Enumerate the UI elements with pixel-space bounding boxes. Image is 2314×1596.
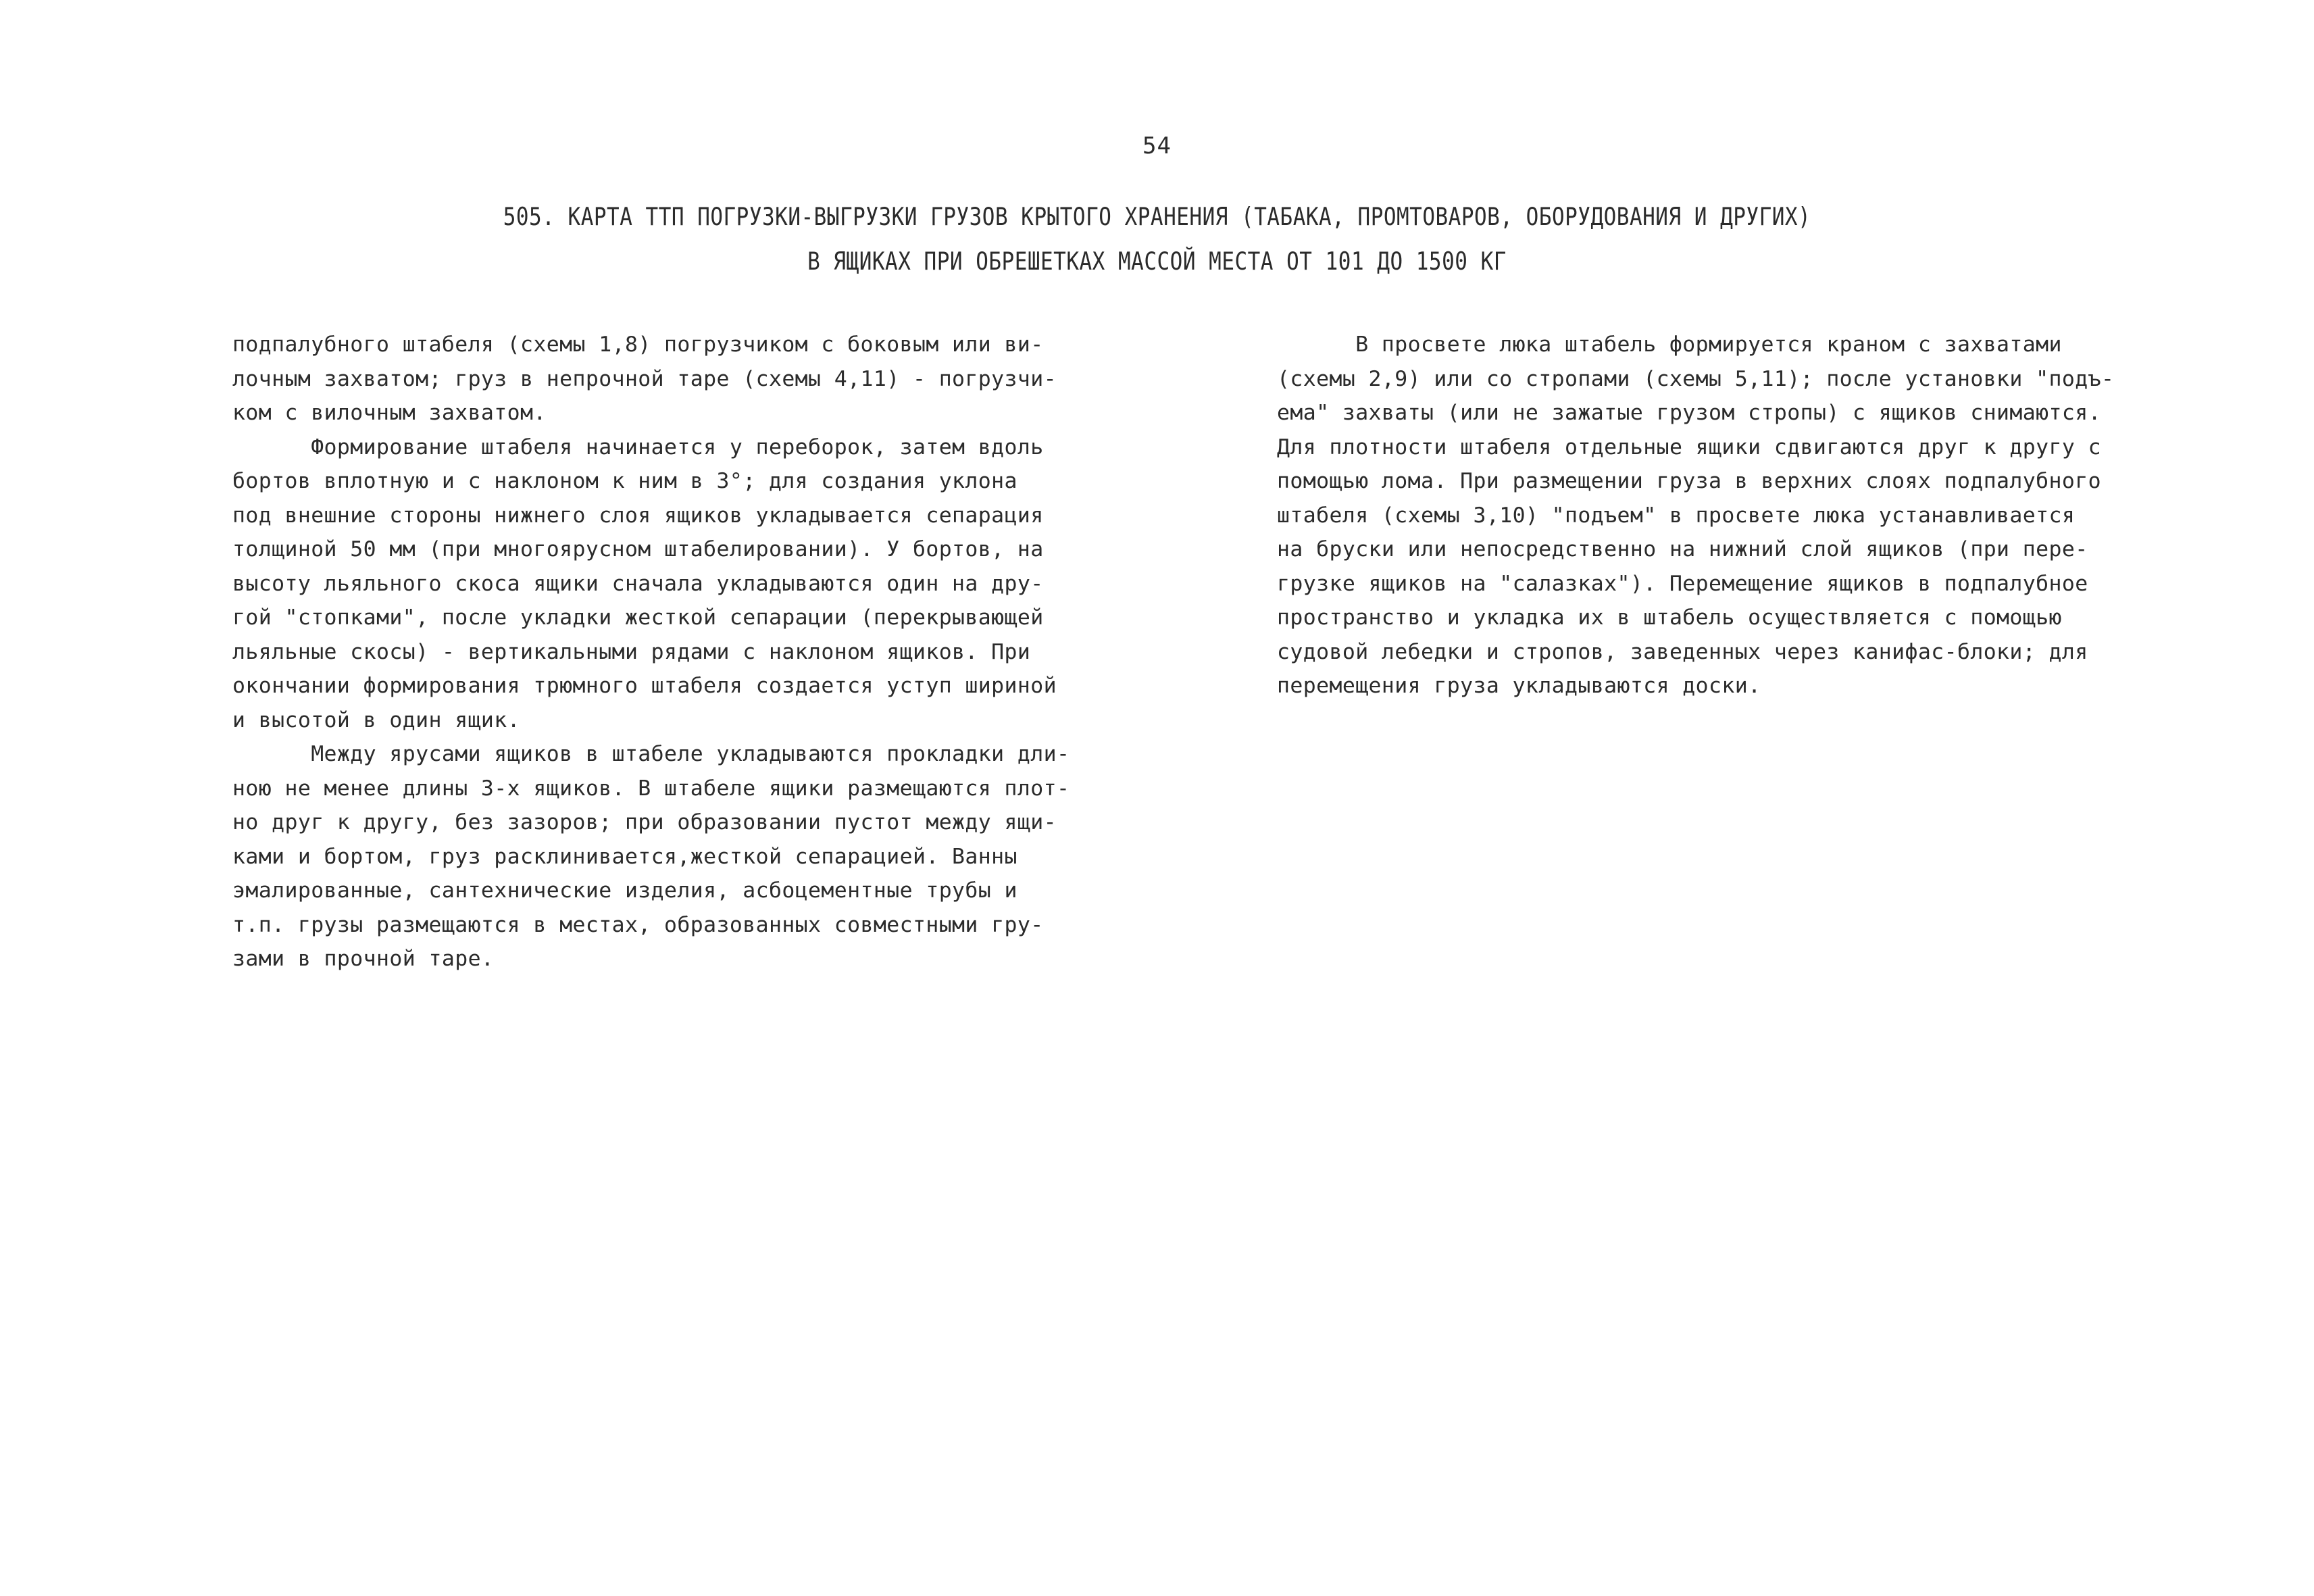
text-line: подпалубного штабеля (схемы 1,8) погрузчиком с боковым или ви- [232, 332, 1044, 357]
text-line: на бруски или непосредственно на нижний слой ящиков (при пере- [1277, 537, 2088, 562]
text-line: зами в прочной таре. [232, 947, 495, 971]
text-line: лочным захватом; груз в непрочной таре (схемы 4,11) - погрузчи- [232, 366, 1057, 391]
text-line: ками и бортом, груз расклинивается,жесткой сепарацией. Ванны [232, 844, 1017, 869]
text-line: толщиной 50 мм (при многоярусном штабелировании). У бортов, на [232, 537, 1044, 562]
text-line: ема" захваты (или не зажатые грузом стропы) с ящиков снимаются. [1277, 401, 2101, 425]
title-line-1: 505. КАРТА ТТП ПОГРУЗКИ-ВЫГРУЗКИ ГРУЗОВ КРЫТОГО ХРАНЕНИЯ (ТАБАКА, ПРОМТОВАРОВ, ОБОРУДОВАНИЯ И ДРУГИХ) [503, 202, 1811, 232]
page-number: 54 [1142, 132, 1172, 159]
text-line: т.п. грузы размещаются в местах, образованных совместными гру- [232, 912, 1044, 937]
text-line: помощью лома. При размещении груза в верхних слоях подпалубного [1277, 469, 2101, 493]
text-line: высоту льяльного скоса ящики сначала укладываются один на дру- [232, 571, 1044, 596]
text-line: и высотой в один ящик. [232, 707, 521, 732]
text-line: но друг к другу, без зазоров; при образовании пустот между ящи- [232, 810, 1057, 834]
text-line: под внешние стороны нижнего слоя ящиков укладывается сепарация [232, 503, 1044, 528]
text-line: ною не менее длины 3-х ящиков. В штабеле ящики размещаются плот- [232, 776, 1070, 801]
text-line: (схемы 2,9) или со стропами (схемы 5,11); после установки "подъ- [1277, 366, 2115, 391]
text-line: судовой лебедки и стропов, заведенных через канифас-блоки; для [1277, 639, 2088, 664]
document-title [0, 195, 2314, 284]
right-text-column [1277, 328, 2196, 703]
text-line: Формирование штабеля начинается у переборок, затем вдоль [232, 434, 1044, 459]
text-line: окончании формирования трюмного штабеля создается уступ шириной [232, 674, 1057, 698]
text-line: штабеля (схемы 3,10) "подъем" в просвете люка устанавливается [1277, 503, 2076, 528]
text-line: Для плотности штабеля отдельные ящики сдвигаются друг к другу с [1277, 434, 2101, 459]
text-line: перемещения груза укладываются доски. [1277, 674, 1761, 698]
text-line: ком с вилочным захватом. [232, 401, 547, 425]
text-line: Между ярусами ящиков в штабеле укладываются прокладки дли- [232, 742, 1070, 766]
title-line-2: В ЯЩИКАХ ПРИ ОБРЕШЕТКАХ МАССОЙ МЕСТА ОТ 101 ДО 1500 КГ [807, 247, 1507, 276]
text-line: В просвете люка штабель формируется краном с захватами [1277, 332, 2062, 357]
text-line: бортов вплотную и с наклоном к ним в 3°; для создания уклона [232, 469, 1017, 493]
left-text-column [232, 328, 1151, 976]
text-line: льяльные скосы) - вертикальными рядами с наклоном ящиков. При [232, 639, 1031, 664]
text-line: гой "стопками", после укладки жесткой сепарации (перекрывающей [232, 605, 1044, 630]
text-line: пространство и укладка их в штабель осуществляется с помощью [1277, 605, 2062, 630]
text-line: грузке ящиков на "салазках"). Перемещение ящиков в подпалубное [1277, 571, 2088, 596]
text-line: эмалированные, сантехнические изделия, асбоцементные трубы и [232, 878, 1017, 903]
